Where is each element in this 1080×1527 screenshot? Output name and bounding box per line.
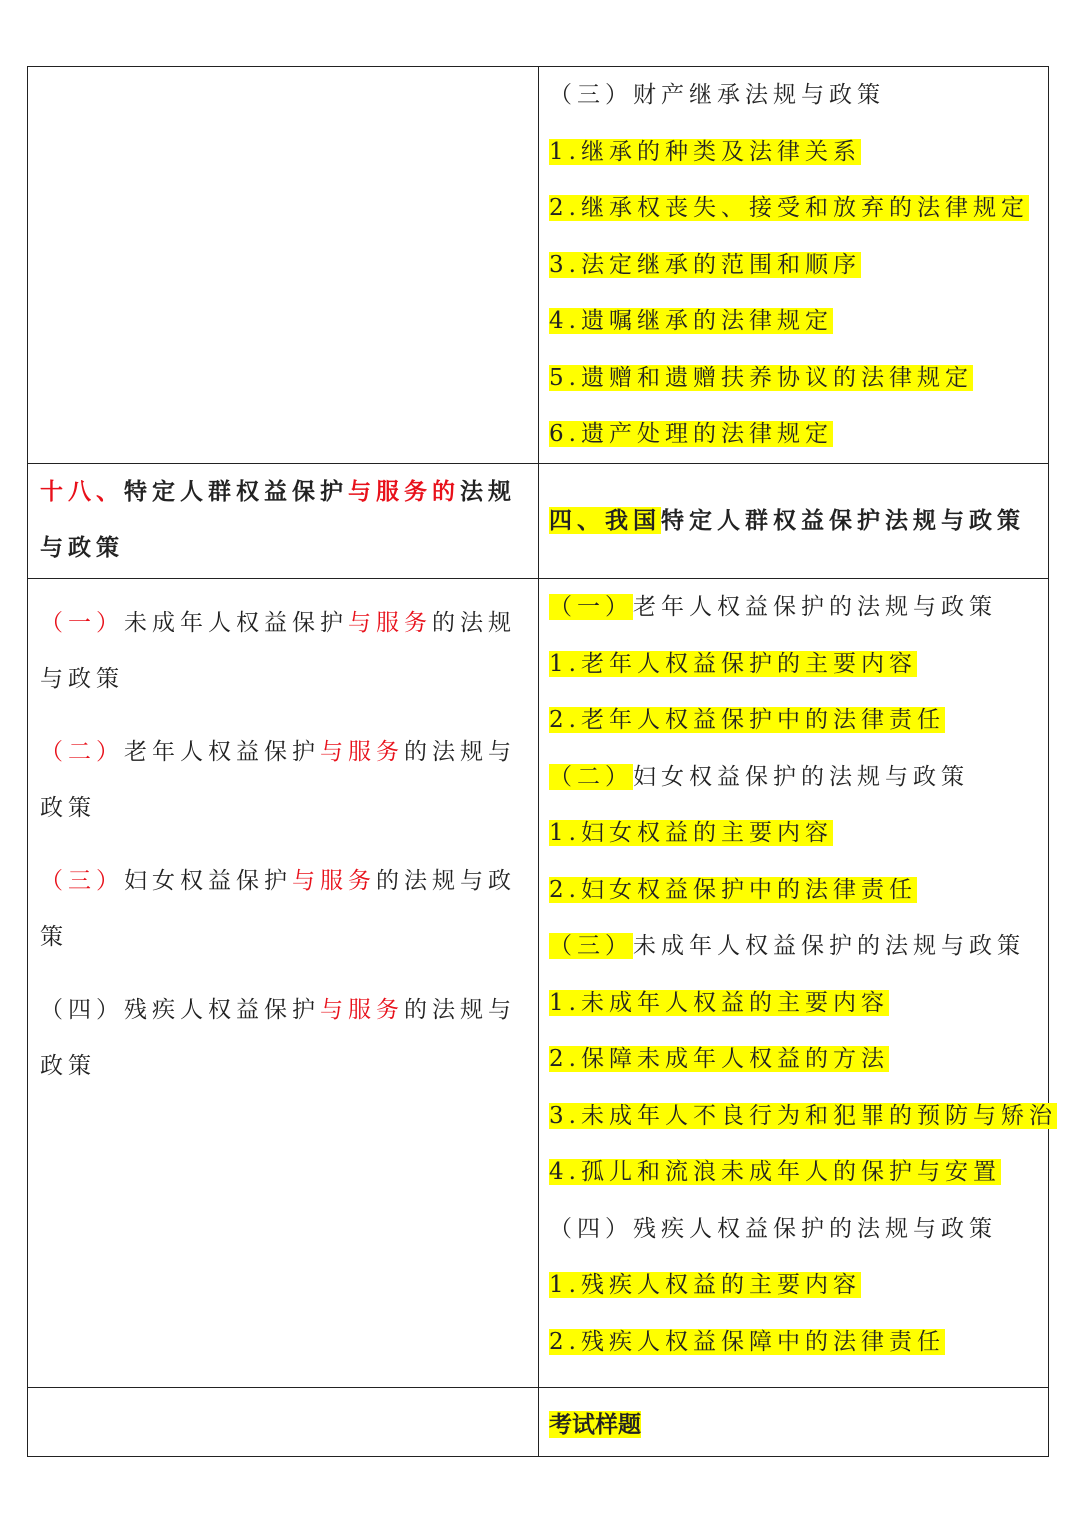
left-subsection-2: （二）老年人权益保护与服务的法规与政策 [40, 739, 516, 821]
subsection-heading: （二）妇女权益保护的法规与政策 [549, 763, 969, 790]
section-heading-inheritance: （三）财产继承法规与政策 [549, 82, 885, 108]
left-subsection-1: （一）未成年人权益保护与服务的法规与政策 [40, 610, 516, 692]
table-row [28, 1388, 1049, 1457]
list-item: 1.老年人权益保护的主要内容 [549, 650, 917, 677]
list-item: 1.继承的种类及法律关系 [549, 138, 861, 165]
left-subsection-4: （四）残疾人权益保护与服务的法规与政策 [40, 997, 516, 1079]
list-item: 1.妇女权益的主要内容 [549, 820, 833, 846]
chapter-title-new: 四、我国特定人群权益保护法规与政策 [549, 506, 1025, 534]
list-item: 1.未成年人权益的主要内容 [549, 989, 889, 1016]
table-row [28, 579, 1049, 1388]
left-cell-empty [28, 67, 539, 464]
list-item: 3.未成年人不良行为和犯罪的预防与矫治 [549, 1102, 1057, 1129]
list-item: 6.遗产处理的法律规定 [549, 421, 833, 447]
syllabus-comparison-table [27, 66, 1057, 1457]
chapter-title-old: 十八、特定人群权益保护与服务的法规与政策 [40, 478, 516, 561]
list-item: 2.妇女权益保护中的法律责任 [549, 876, 917, 903]
subsection-heading: （三）未成年人权益保护的法规与政策 [549, 933, 1025, 959]
table-row [28, 464, 1049, 579]
exam-samples-label: 考试样题 [549, 1410, 641, 1438]
subsection-heading: （四）残疾人权益保护的法规与政策 [549, 1215, 997, 1242]
list-item: 4.孤儿和流浪未成年人的保护与安置 [549, 1159, 1001, 1185]
list-item: 3.法定继承的范围和顺序 [549, 251, 861, 278]
left-subsection-3: （三）妇女权益保护与服务的法规与政策 [40, 868, 516, 950]
list-item: 2.保障未成年人权益的方法 [549, 1046, 889, 1072]
list-item: 2.老年人权益保护中的法律责任 [549, 707, 945, 733]
list-item: 5.遗赠和遗赠扶养协议的法律规定 [549, 364, 973, 391]
left-cell-chapter-title [28, 464, 539, 579]
list-item: 2.残疾人权益保障中的法律责任 [549, 1328, 945, 1355]
right-cell-inheritance [539, 67, 1049, 464]
left-cell-subsections [28, 579, 539, 1388]
left-cell-empty [28, 1388, 539, 1457]
right-cell-exam-samples [539, 1388, 1049, 1457]
list-item: 4.遗嘱继承的法律规定 [549, 308, 833, 334]
table-row [28, 67, 1049, 464]
right-cell-chapter-title [539, 464, 1049, 579]
list-item: 2.继承权丧失、接受和放弃的法律规定 [549, 195, 1029, 221]
list-item: 1.残疾人权益的主要内容 [549, 1272, 861, 1298]
subsection-heading: （一）老年人权益保护的法规与政策 [549, 594, 997, 620]
right-cell-subsections [539, 579, 1057, 1388]
